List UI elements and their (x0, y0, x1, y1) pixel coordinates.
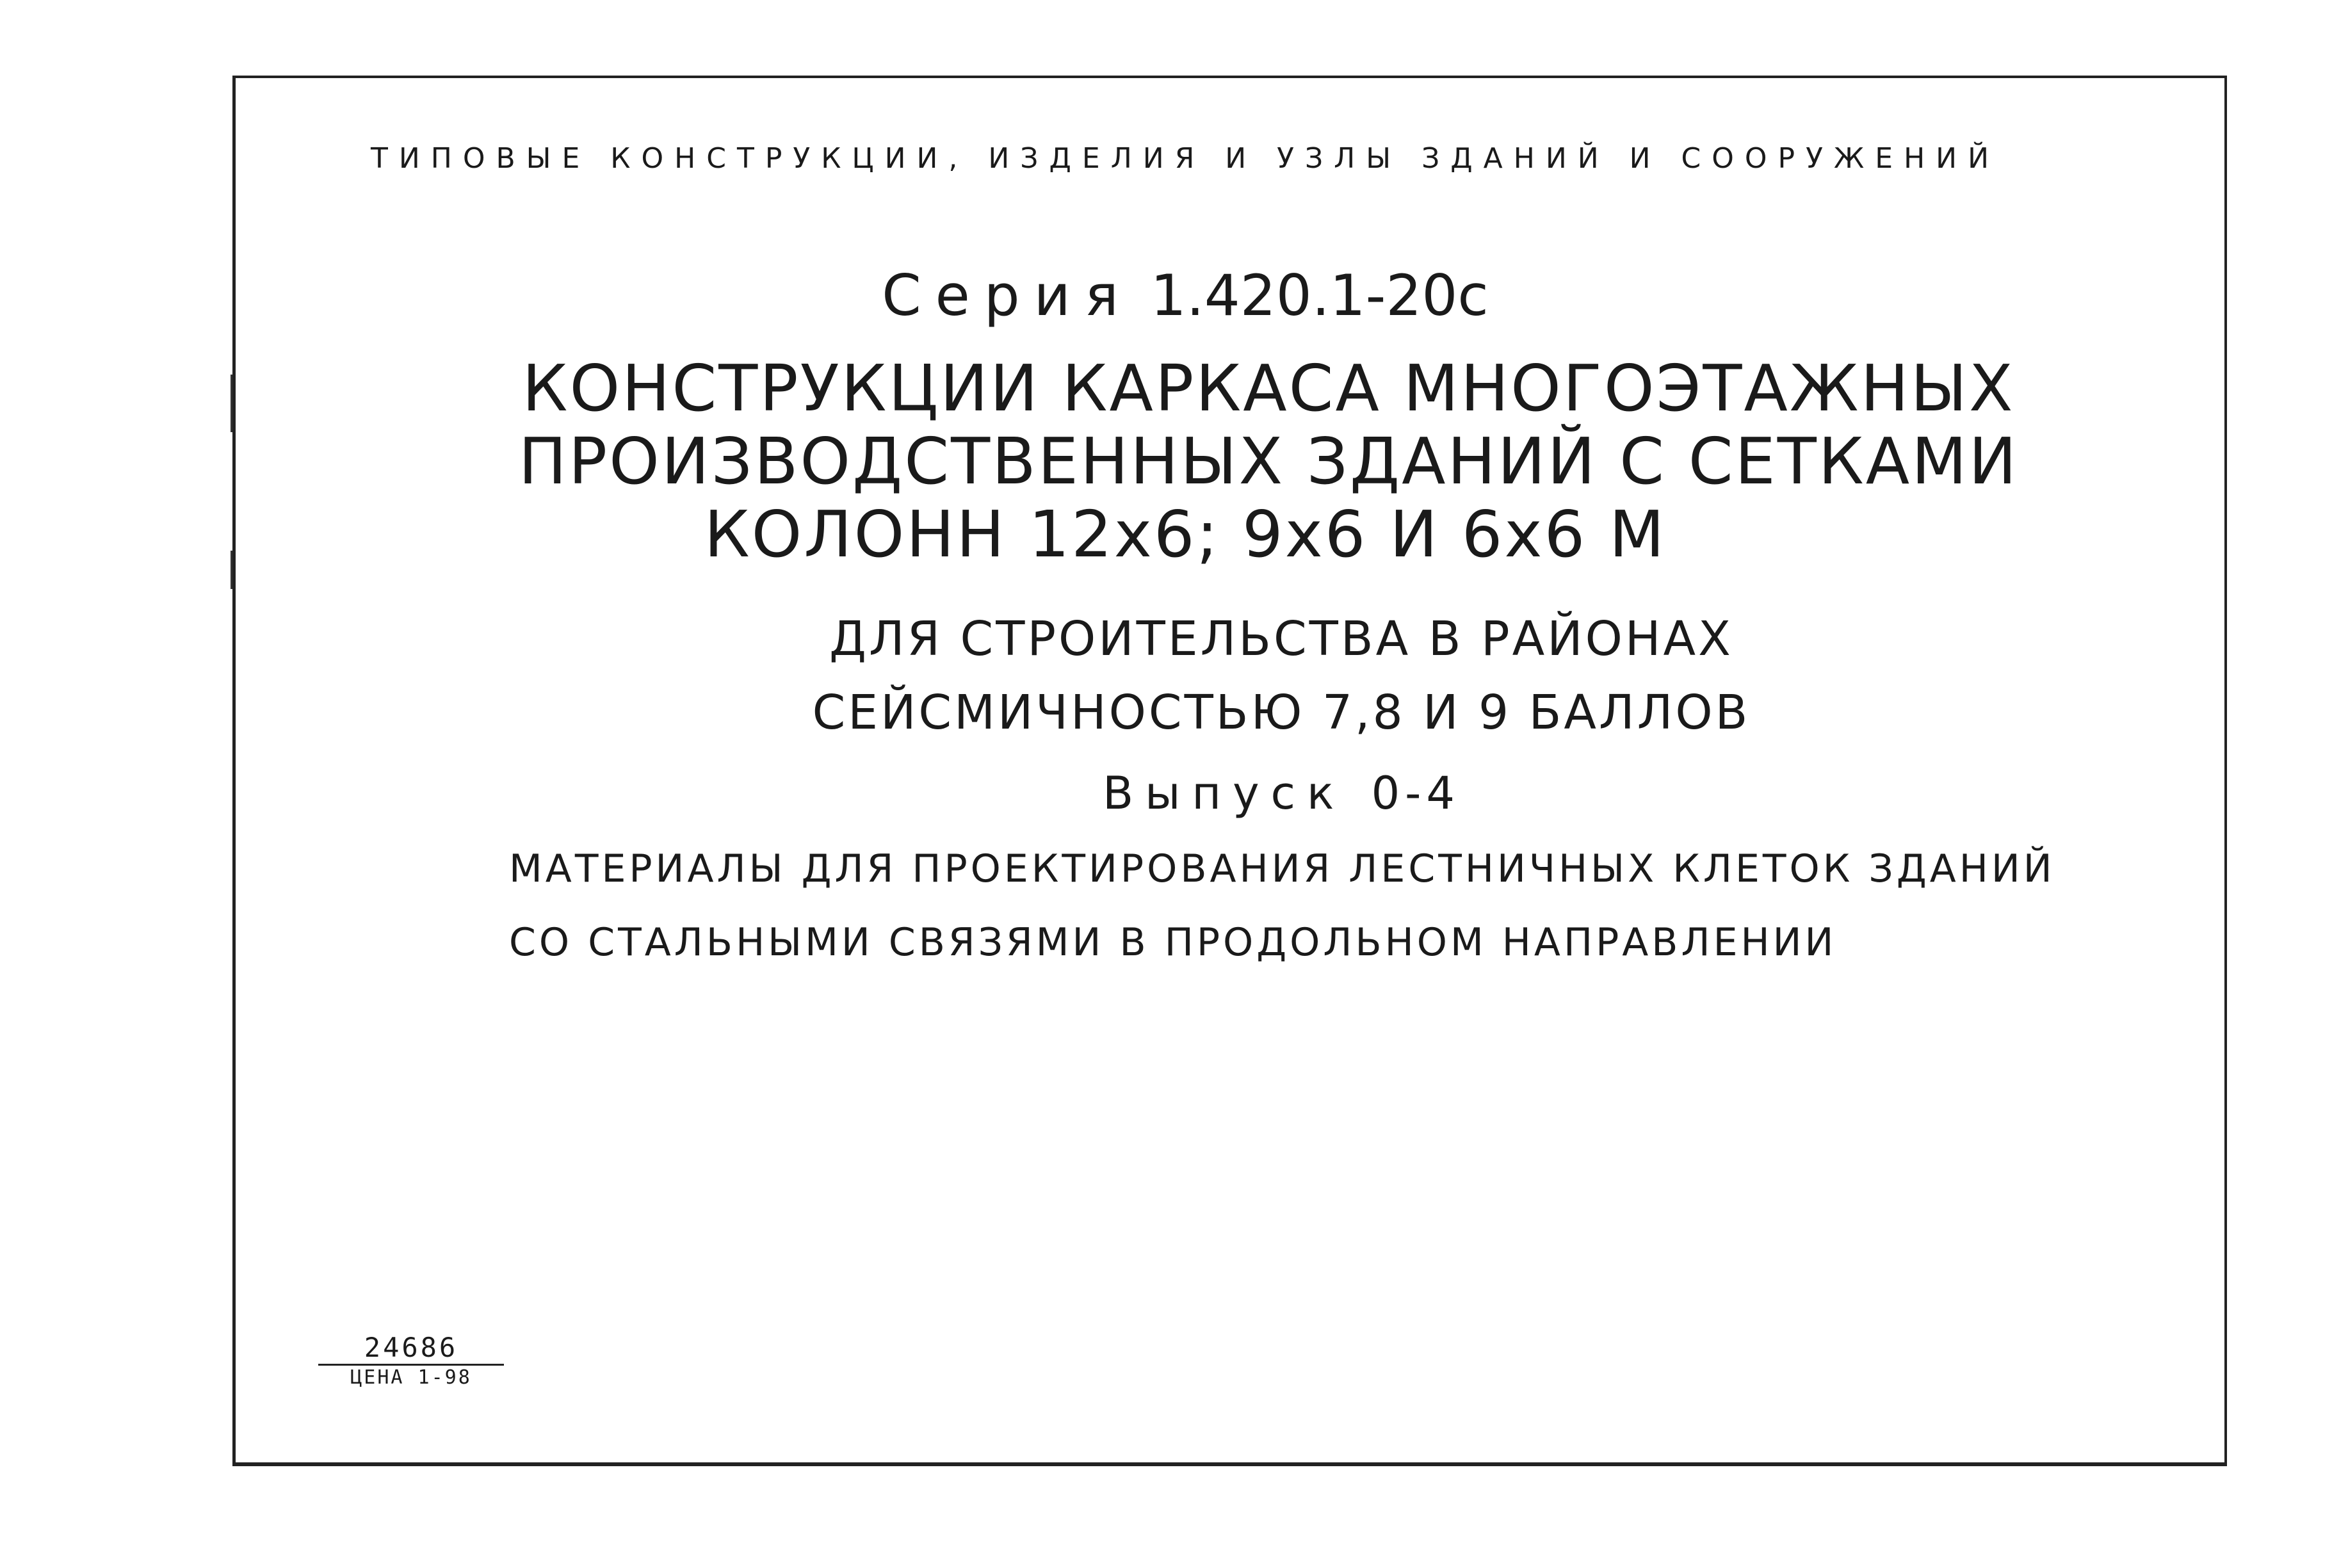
title-line-3: КОЛОНН 12х6; 9х6 И 6х6 М (704, 497, 1667, 572)
subtitle-line-2: СЕЙСМИЧНОСТЬЮ 7,8 И 9 БАЛЛОВ (812, 685, 1751, 740)
catalog-stamp (318, 1333, 504, 1390)
series-number: 1.420.1-20с (1150, 263, 1489, 328)
price-label: ЦЕНА 1-98 (350, 1366, 472, 1389)
title-line-1: КОНСТРУКЦИИ КАРКАСА МНОГОЭТАЖНЫХ (522, 351, 2015, 426)
issue-number: 0-4 (1371, 767, 1460, 820)
description-line-2: СО СТАЛЬНЫМИ СВЯЗЯМИ В ПРОДОЛЬНОМ НАПРАВЛЕНИИ (509, 920, 1837, 965)
subtitle-line-1: ДЛЯ СТРОИТЕЛЬСТВА В РАЙОНАХ (829, 611, 1733, 667)
title-line-2: ПРОИЗВОДСТВЕННЫХ ЗДАНИЙ С СЕТКАМИ (518, 424, 2019, 499)
series-heading (0, 263, 2332, 328)
series-label: Серия (882, 263, 1133, 328)
description-line-1: МАТЕРИАЛЫ ДЛЯ ПРОЕКТИРОВАНИЯ ЛЕСТНИЧНЫХ КЛЕТОК ЗДАНИЙ (509, 846, 2055, 891)
issue-heading (0, 767, 2332, 820)
catalog-number: 24686 (318, 1333, 504, 1366)
issue-label: Выпуск (1103, 767, 1346, 820)
top-caption: ТИПОВЫЕ КОНСТРУКЦИИ, ИЗДЕЛИЯ И УЗЛЫ ЗДАНИЙ И СООРУЖЕНИЙ (370, 142, 2000, 175)
